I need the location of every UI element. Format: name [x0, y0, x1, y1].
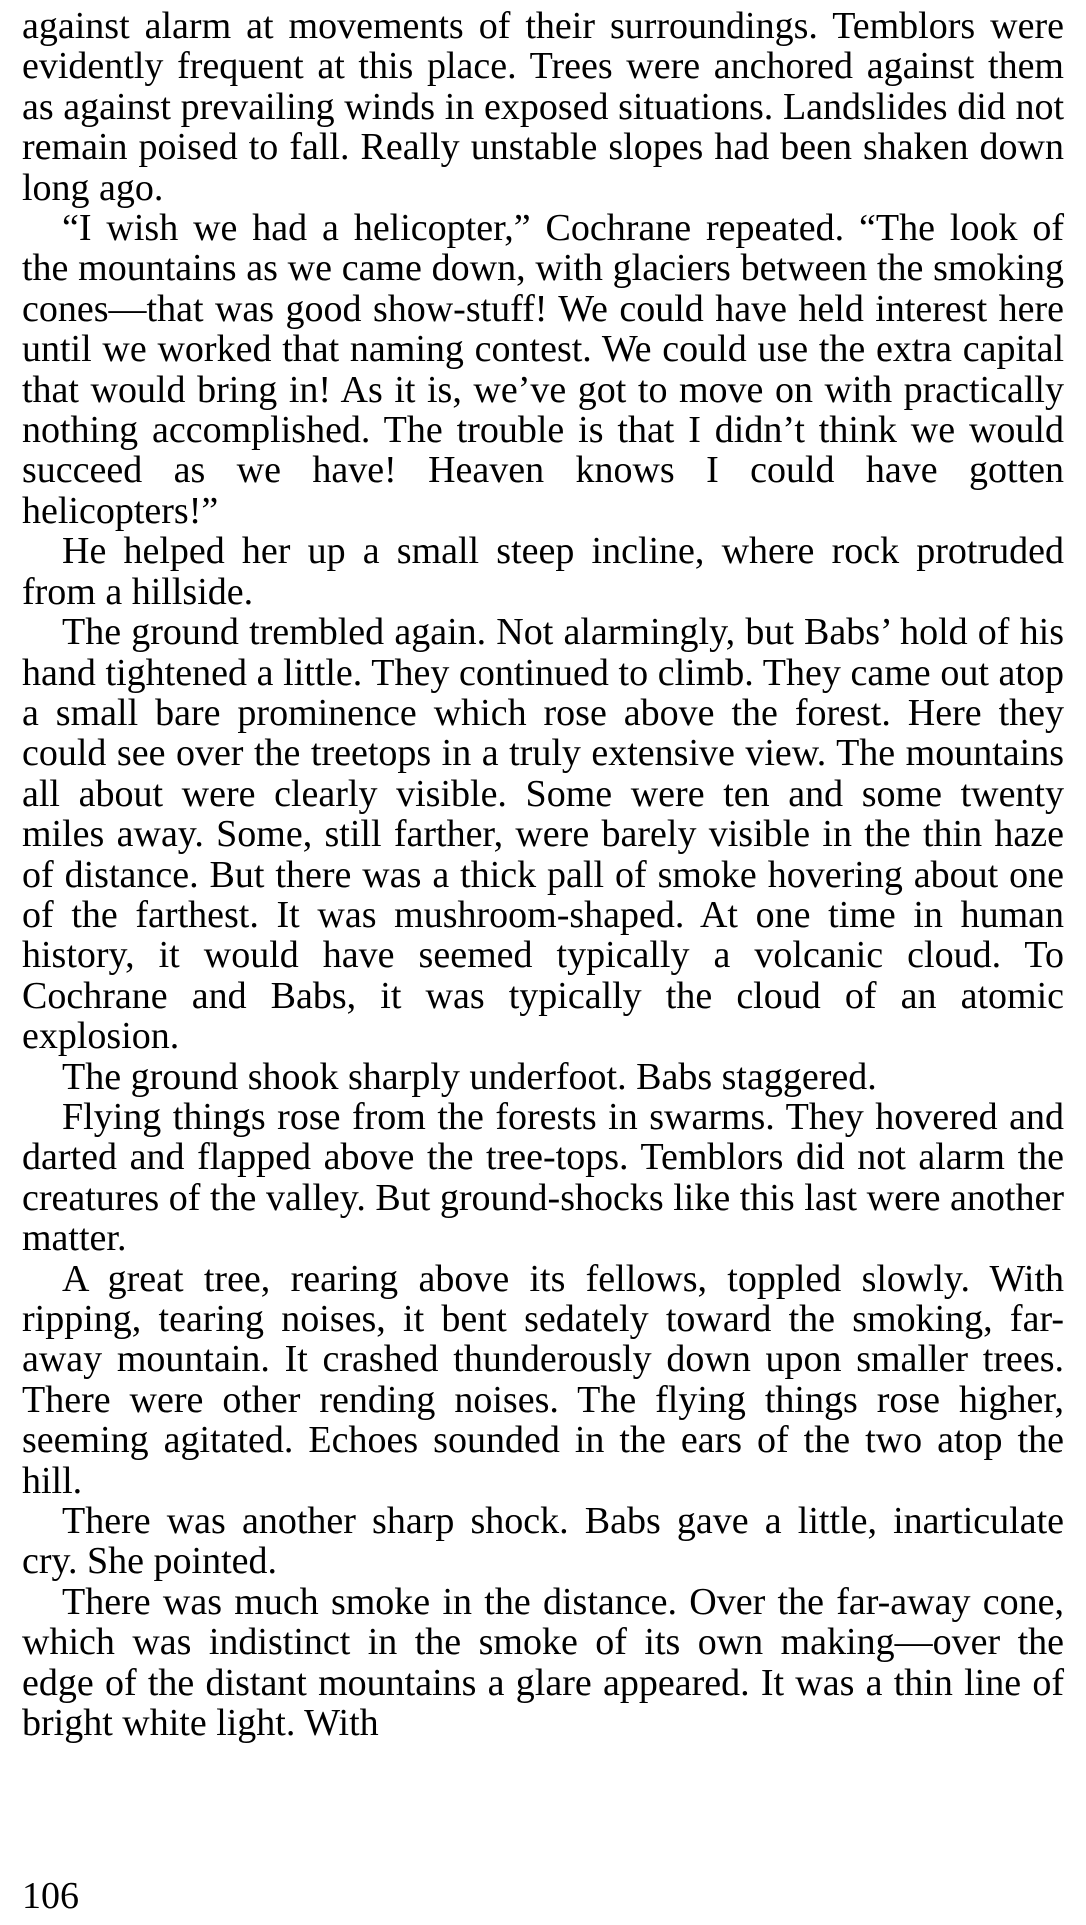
page-number: 106: [22, 1875, 79, 1917]
paragraph-continued: against alarm at movements of their surroundings. Temblors were evidently frequent at this place. Trees were anchored against them as against prevailing winds in exposed situations. Landslides did not remain poised to fall. Really unstable slopes had been shaken down long ago.: [22, 5, 1064, 209]
page-body: [22, 6, 1064, 1743]
paragraph: There was another sharp shock. Babs gave a little, inarticulate cry. She pointed.: [22, 1500, 1064, 1583]
paragraph: He helped her up a small steep incline, where rock protruded from a hillside.: [22, 530, 1064, 613]
paragraph: The ground shook sharply underfoot. Babs staggered.: [62, 1055, 877, 1098]
paragraph: Flying things rose from the forests in swarms. They hovered and darted and flapped above the tree-tops. Temblors did not alarm the creatures of the valley. But ground-shocks like this last were another matter.: [22, 1095, 1064, 1260]
paragraph: There was much smoke in the distance. Over the far-away cone, which was indistinct in the smoke of its own making—over the edge of the distant mountains a glare appeared. It was a thin line of bright white light. With: [22, 1580, 1064, 1745]
paragraph: A great tree, rearing above its fellows, toppled slowly. With ripping, tearing noises, it bent sedately toward the smoking, far-away mountain. It crashed thunderously down upon smaller trees. There were other rending noises. The flying things rose higher, seeming agitated. Echoes sounded in the ears of the two atop the hill.: [22, 1257, 1064, 1502]
paragraph: “I wish we had a helicopter,” Cochrane repeated. “The look of the mountains as we came down, with glaciers between the smoking cones—that was good show-stuff! We could have held interest here until we worked that naming contest. We could use the extra capital that would bring in! As it is, we’ve got to move on with practically nothing accomplished. The trouble is that I didn’t think we would succeed as we have! Heaven knows I could have gotten helicopters!”: [22, 207, 1064, 532]
paragraph: The ground trembled again. Not alarmingly, but Babs’ hold of his hand tightened a little. They continued to climb. They came out atop a small bare prominence which rose above the forest. Here they could see over the treetops in a truly extensive view. The mountains all about were clearly visible. Some were ten and some twenty miles away. Some, still farther, were barely visible in the thin haze of distance. But there was a thick pall of smoke hovering about one of the farthest. It was mushroom-shaped. At one time in human history, it would have seemed typically a volcanic cloud. To Cochrane and Babs, it was typically the cloud of an atomic explosion.: [22, 611, 1064, 1058]
